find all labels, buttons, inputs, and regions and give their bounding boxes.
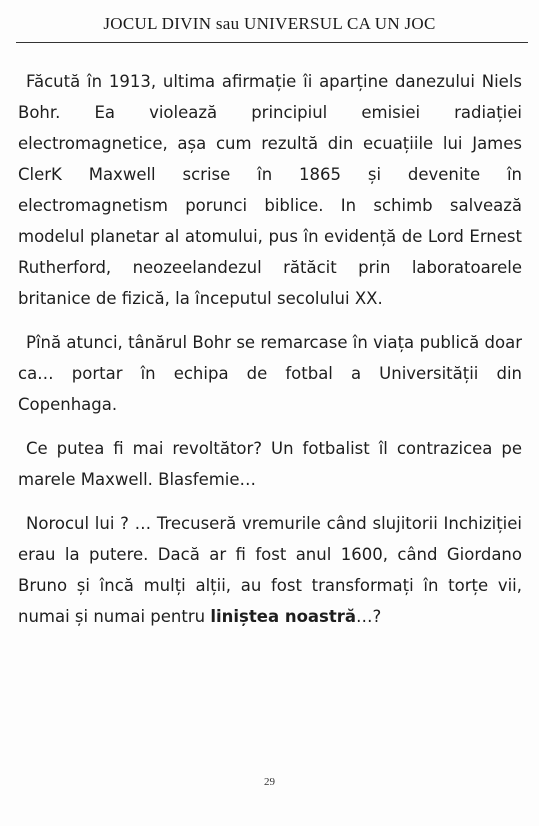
paragraph-2: Pînă atunci, tânărul Bohr se remarcase în viața publică doar ca… portar în echipa de fotbal a Universității din Copenhaga. bbox=[18, 333, 522, 414]
paragraph-4 bbox=[18, 508, 522, 632]
paragraph-4-text: Norocul lui ? … Trecuseră vremurile când slujitorii Inchiziției erau la putere. Dacă ar fi fost anul 1600, când Giordano Bruno și încă mulți alții, au fost transformați în torțe vii, numai și numai pentru bbox=[18, 514, 522, 626]
paragraph-1: Făcută în 1913, ultima afirmație îi aparține danezului Niels Bohr. Ea violează principiul emisiei radiației electromagnetice, așa cum rezultă din ecuațiile lui James ClerK Maxwell scrise în 1865 și devenite în electromagnetism porunci biblice. In schimb salvează modelul planetar al atomului, pus în evidență de Lord Ernest Rutherford, neozeelandezul rătăcit prin laboratoarele britanice de fizică, la începutul secolului XX. bbox=[18, 72, 522, 308]
header-rule bbox=[16, 42, 528, 43]
running-header-title: JOCUL DIVIN sau UNIVERSUL CA UN JOC bbox=[103, 14, 436, 33]
body-text bbox=[18, 66, 522, 645]
paragraph-4-ending: …? bbox=[356, 607, 382, 626]
paragraph-3: Ce putea fi mai revoltător? Un fotbalist îl contrazicea pe marele Maxwell. Blasfemie… bbox=[18, 439, 522, 489]
paragraph-4-bold-text: liniștea noastră bbox=[210, 607, 357, 626]
page-number: 29 bbox=[264, 776, 275, 788]
